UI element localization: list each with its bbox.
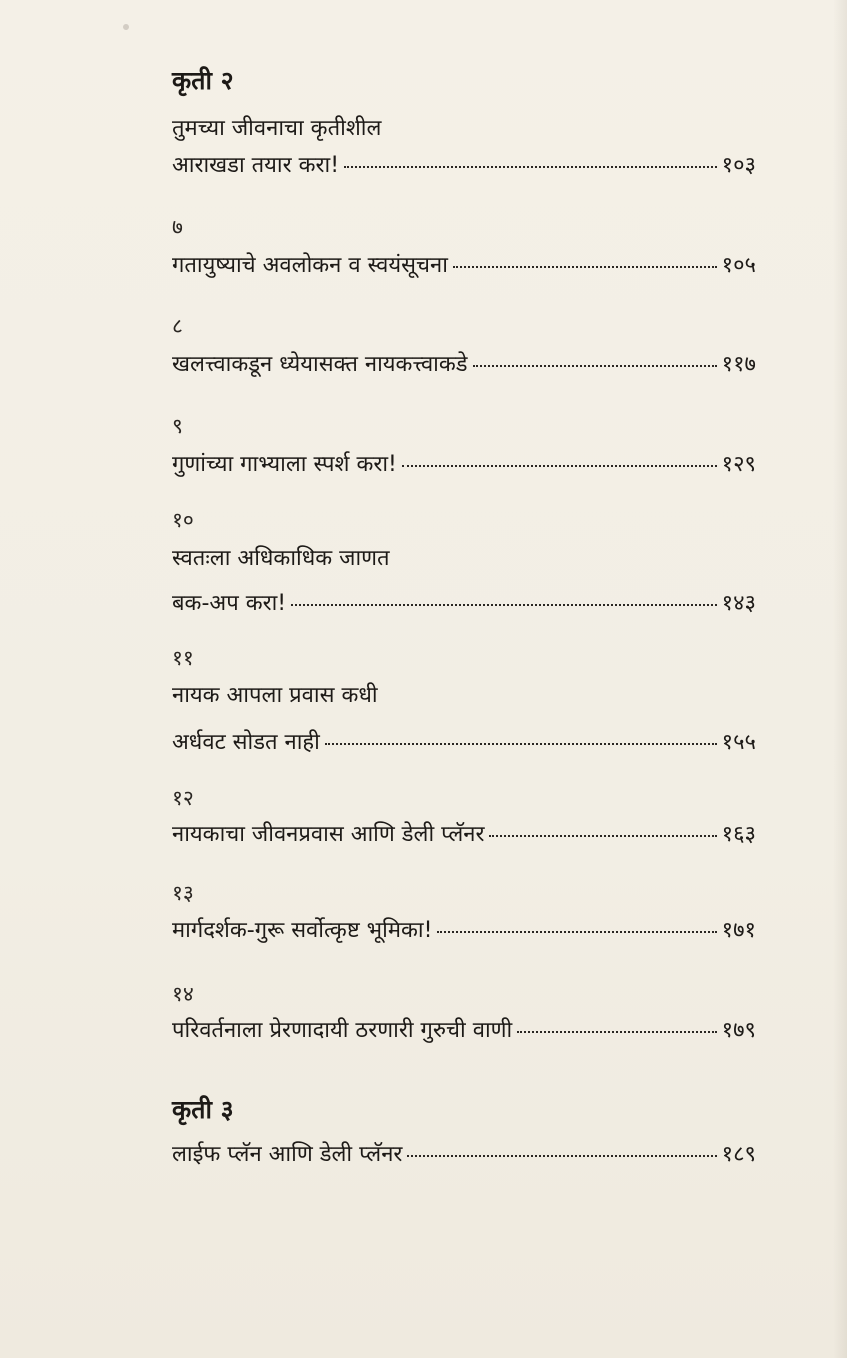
toc-entry xyxy=(172,349,756,381)
page-number: १७१ xyxy=(721,918,756,943)
dot-leader xyxy=(325,743,717,745)
toc-entry xyxy=(172,449,756,481)
toc-entry-title: गुणांच्या गाभ्याला स्पर्श करा! xyxy=(172,452,397,477)
page-number: १६३ xyxy=(721,822,756,847)
toc-entry-title: बक-अप करा! xyxy=(172,591,287,616)
page-number: १४३ xyxy=(721,591,756,616)
page-number: १८९ xyxy=(721,1142,756,1167)
toc-entry-title: परिवर्तनाला प्रेरणादायी ठरणारी गुरुची वाणी xyxy=(172,1018,513,1043)
toc-entry-title: मार्गदर्शक-गुरू सर्वोत्कृष्ट भूमिका! xyxy=(172,918,433,943)
toc-entry xyxy=(172,588,756,620)
dot-leader xyxy=(402,465,717,467)
dot-leader xyxy=(489,835,716,837)
toc-entry-title: खलत्त्वाकडून ध्येयासक्त नायकत्त्वाकडे xyxy=(172,352,468,377)
dot-leader xyxy=(453,266,717,268)
dot-leader xyxy=(407,1155,716,1157)
chapter-number: १० xyxy=(172,508,194,532)
page-number: १७९ xyxy=(721,1018,756,1043)
chapter-number: १३ xyxy=(172,881,194,905)
dot-leader xyxy=(517,1031,716,1033)
dot-leader xyxy=(473,365,717,367)
toc-entry xyxy=(172,150,756,182)
toc-entry xyxy=(172,250,756,282)
page-number: १२९ xyxy=(721,452,756,477)
dot-leader xyxy=(291,604,717,606)
section-title-2: कृती २ xyxy=(172,66,234,95)
toc-entry xyxy=(172,915,756,947)
chapter-number: ९ xyxy=(172,414,183,438)
toc-entry xyxy=(172,819,756,851)
print-speck xyxy=(123,24,129,30)
toc-entry-title: तुमच्या जीवनाचा कृतीशील xyxy=(172,116,382,141)
toc-entry-title: नायक आपला प्रवास कधी xyxy=(172,683,378,708)
toc-entry xyxy=(172,727,756,759)
chapter-number: ७ xyxy=(172,215,183,239)
chapter-number: ८ xyxy=(172,314,183,338)
toc-entry-title: आराखडा तयार करा! xyxy=(172,153,340,178)
toc-entry-title: स्वतःला अधिकाधिक जाणत xyxy=(172,546,390,571)
page-number: १०५ xyxy=(721,253,756,278)
chapter-number: १२ xyxy=(172,786,194,810)
toc-entry xyxy=(172,1139,756,1171)
toc-entry-title: अर्धवट सोडत नाही xyxy=(172,730,320,755)
dot-leader xyxy=(437,931,716,933)
toc-entry-title: नायकाचा जीवनप्रवास आणि डेली प्लॅनर xyxy=(172,822,485,847)
section-title-3: कृती ३ xyxy=(172,1095,234,1124)
page-number: १५५ xyxy=(721,730,756,755)
page-number: १०३ xyxy=(721,153,756,178)
dot-leader xyxy=(344,166,717,168)
toc-entry-title: लाईफ प्लॅन आणि डेली प्लॅनर xyxy=(172,1142,403,1167)
page-number: ११७ xyxy=(721,352,756,377)
chapter-number: ११ xyxy=(172,646,194,670)
toc-entry-title: गतायुष्याचे अवलोकन व स्वयंसूचना xyxy=(172,253,448,278)
toc-entry xyxy=(172,1015,756,1047)
chapter-number: १४ xyxy=(172,982,194,1006)
